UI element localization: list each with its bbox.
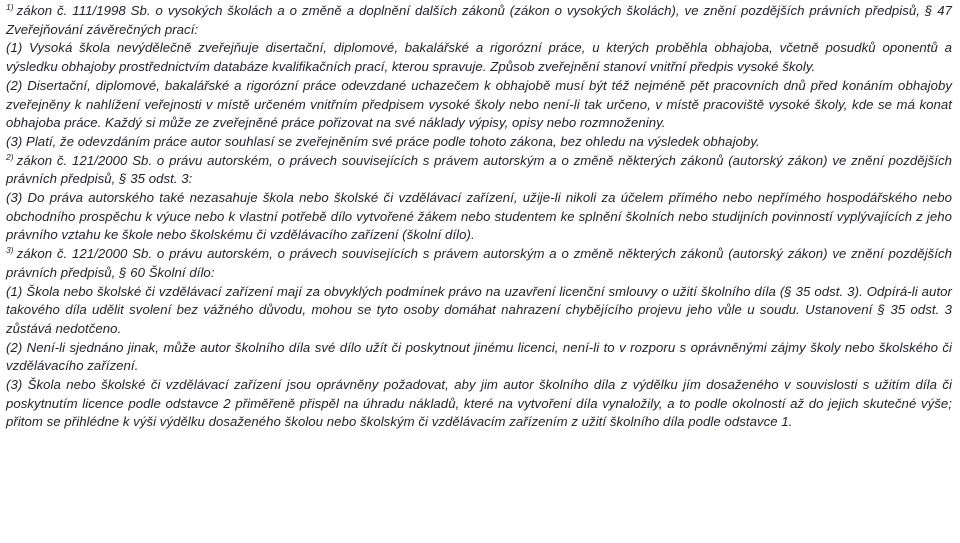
section-60-paragraph-1: (1) Škola nebo školské či vzdělávací zařízení mají za obvyklých podmínek právo na uzavření licenční smlouvy o užití školního díla (§ 35 odst. 3). Odpírá-li autor takového díla udělit svolení bez vážného důvodu, mohou se tyto osoby domáhat nahrazení chybějícího projevu jeho vůle u soudu. Ustanovení § 35 odst. 3 zůstává nedotčeno.	[6, 283, 952, 336]
section-47-paragraph-3: (3) Platí, že odevzdáním práce autor souhlasí se zveřejněním své práce podle tohoto zákona, bez ohledu na výsledek obhajoby.	[6, 133, 760, 149]
section-35-paragraph-3: (3) Do práva autorského také nezasahuje škola nebo školské či vzdělávací zařízení, užije-li nikoli za účelem přímého nebo nepřímého hospodářského nebo obchodního prospěchu k výuce nebo k vlastní potřebě dílo vytvořené žákem nebo studentem ke splnění školních nebo studijních povinností vyplývajících z jeho právního vztahu ke škole nebo školskému či vzdělávacího zařízení (školní dílo).	[6, 190, 952, 243]
footnote-2-text: zákon č. 121/2000 Sb. o právu autorském, o právech souvisejících s právem autorským a o změně některých zákonů (autorský zákon) ve znění pozdějších právních předpisů, § 35 odst. 3:	[6, 152, 952, 187]
footnote-3-heading	[6, 245, 952, 282]
footnote-1-heading	[6, 2, 952, 39]
footnote-1-marker: 1)	[6, 2, 14, 12]
section-60-paragraph-3: (3) Škola nebo školské či vzdělávací zařízení jsou oprávněny požadovat, aby jim autor školního díla z výdělku jím dosaženého v souvislosti s užitím díla či poskytnutím licence podle odstavce 2 přiměřeně přispěl na úhradu nákladů, které na vytvoření díla vynaložily, a to podle okolností až do jejich skutečné výše; přitom se přihlédne k výši výdělku dosaženého školou nebo školským či vzdělávacím zařízením z užití školního díla podle odstavce 1.	[6, 377, 952, 430]
legal-footnotes-page	[6, 2, 952, 541]
section-47-paragraph-2: (2) Disertační, diplomové, bakalářské a rigorózní práce odevzdané uchazečem k obhajobě musí být též nejméně pět pracovních dnů před konáním obhajoby zveřejněny k nahlížení veřejnosti v místě určeném vnitřním předpisem vysoké školy nebo není-li tak určeno, v místě pracoviště vysoké školy, kde se má konat obhajoba práce. Každý si může ze zveřejněné práce pořizovat na své náklady výpisy, opisy nebo rozmnoženiny.	[6, 77, 952, 131]
section-60-paragraph-2: (2) Není-li sjednáno jinak, může autor školního díla své dílo užít či poskytnout jinému licenci, není-li to v rozporu s oprávněnými zájmy školy nebo školského či vzdělávacího zařízení.	[6, 339, 952, 374]
footnote-2-heading	[6, 152, 952, 189]
footnote-1-text: zákon č. 111/1998 Sb. o vysokých školách a o změně a doplnění dalších zákonů (zákon o vysokých školách), ve znění pozdějších právních předpisů, § 47 Zveřejňování závěrečných prací:	[6, 3, 952, 37]
footnote-3-text: zákon č. 121/2000 Sb. o právu autorském, o právech souvisejících s právem autorským a o změně některých zákonů (autorský zákon) ve znění pozdějších právních předpisů, § 60 Školní dílo:	[6, 246, 952, 280]
footnote-2-marker: 2)	[6, 151, 14, 162]
section-47-paragraph-1: (1) Vysoká škola nevýdělečně zveřejňuje disertační, diplomové, bakalářské a rigorózní práce, u kterých proběhla obhajoba, včetně posudků oponentů a výsledku obhajoby prostřednictvím databáze kvalifikačních prací, kterou spravuje. Způsob zveřejnění stanoví vnitřní předpis vysoké školy.	[6, 40, 952, 75]
footnote-3-marker: 3)	[6, 245, 14, 256]
